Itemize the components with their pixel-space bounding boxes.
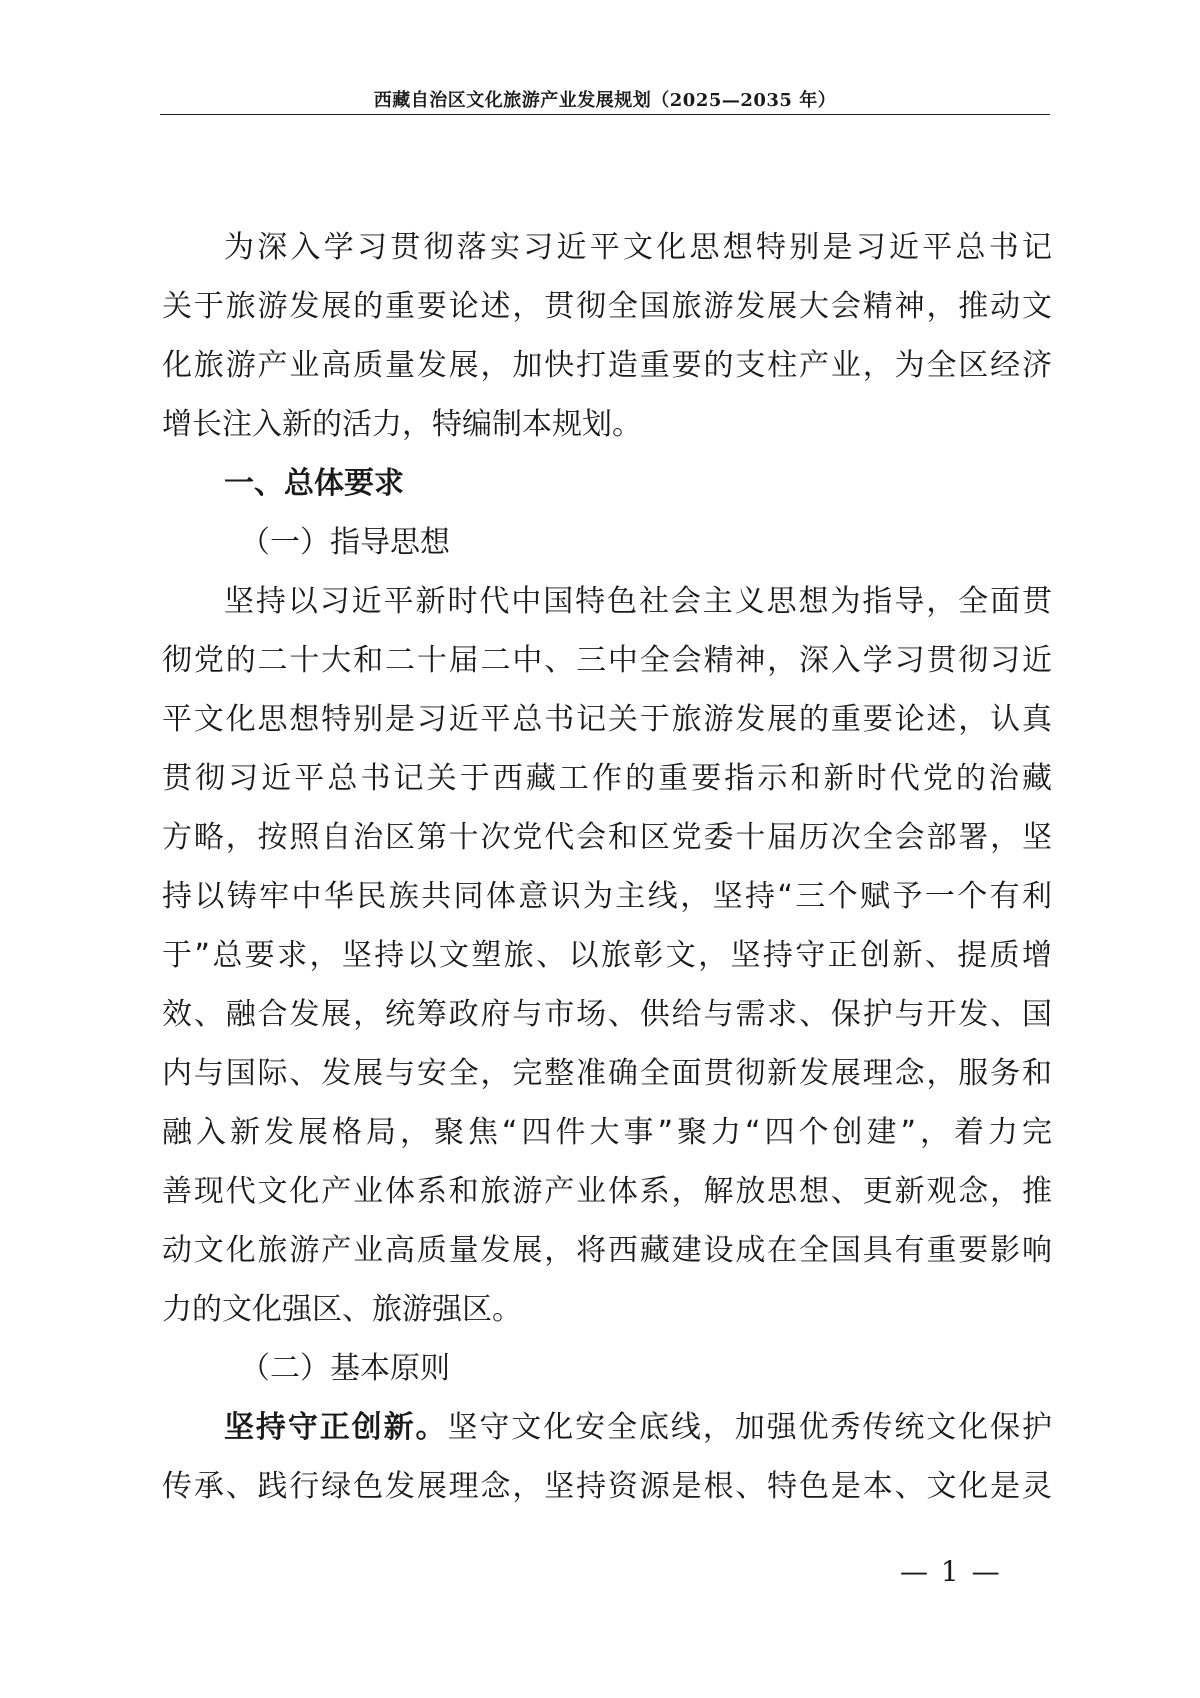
intro-line: 为深入学习贯彻落实习近平文化思想特别是习近平总书记 xyxy=(224,230,1052,265)
paragraph-line: 平文化思想特别是习近平总书记关于旅游发展的重要论述，认真 xyxy=(162,702,1052,737)
paragraph-line: 于”总要求，坚持以文塑旅、以旅彰文，坚持守正创新、提质增 xyxy=(162,938,1052,973)
paragraph-line: 效、融合发展，统筹政府与市场、供给与需求、保护与开发、国 xyxy=(162,997,1052,1032)
paragraph-line: 善现代文化产业体系和旅游产业体系，解放思想、更新观念，推 xyxy=(162,1174,1052,1209)
subsection-heading: （一）指导思想 xyxy=(240,525,450,560)
principle-line xyxy=(162,1398,1052,1457)
paragraph-line: 力的文化强区、旅游强区。 xyxy=(162,1292,522,1327)
section-heading: 一、总体要求 xyxy=(224,466,404,501)
running-header: 西藏自治区文化旅游产业发展规划（2025—2035 年） xyxy=(373,90,837,111)
document-body xyxy=(162,218,1052,1516)
principle-line: 传承、践行绿色发展理念，坚持资源是根、特色是本、文化是灵 xyxy=(162,1469,1052,1504)
paragraph-line: 贯彻习近平总书记关于西藏工作的重要指示和新时代党的治藏 xyxy=(162,761,1052,796)
paragraph-line: 彻党的二十大和二十届二中、三中全会精神，深入学习贯彻习近 xyxy=(162,643,1052,678)
paragraph-line: 坚持以习近平新时代中国特色社会主义思想为指导，全面贯 xyxy=(224,584,1052,619)
intro-line: 化旅游产业高质量发展，加快打造重要的支柱产业，为全区经济 xyxy=(162,348,1052,383)
principle-text: 坚守文化安全底线，加强优秀传统文化保护 xyxy=(447,1410,1053,1445)
principle-lead: 坚持守正创新。 xyxy=(224,1410,448,1445)
page-number: — 1 — xyxy=(900,1555,1002,1588)
subsection-heading: （二）基本原则 xyxy=(240,1351,450,1386)
paragraph-line: 持以铸牢中华民族共同体意识为主线，坚持“三个赋予一个有利 xyxy=(162,879,1052,914)
paragraph-line: 融入新发展格局，聚焦“四件大事”聚力“四个创建”，着力完 xyxy=(162,1115,1052,1150)
paragraph-line: 动文化旅游产业高质量发展，将西藏建设成在全国具有重要影响 xyxy=(162,1233,1052,1268)
paragraph-line: 内与国际、发展与安全，完整准确全面贯彻新发展理念，服务和 xyxy=(162,1056,1052,1091)
header-rule xyxy=(160,114,1050,115)
paragraph-line: 方略，按照自治区第十次党代会和区党委十届历次全会部署，坚 xyxy=(162,820,1052,855)
intro-line: 关于旅游发展的重要论述，贯彻全国旅游发展大会精神，推动文 xyxy=(162,289,1052,324)
intro-line: 增长注入新的活力，特编制本规划。 xyxy=(162,407,642,442)
